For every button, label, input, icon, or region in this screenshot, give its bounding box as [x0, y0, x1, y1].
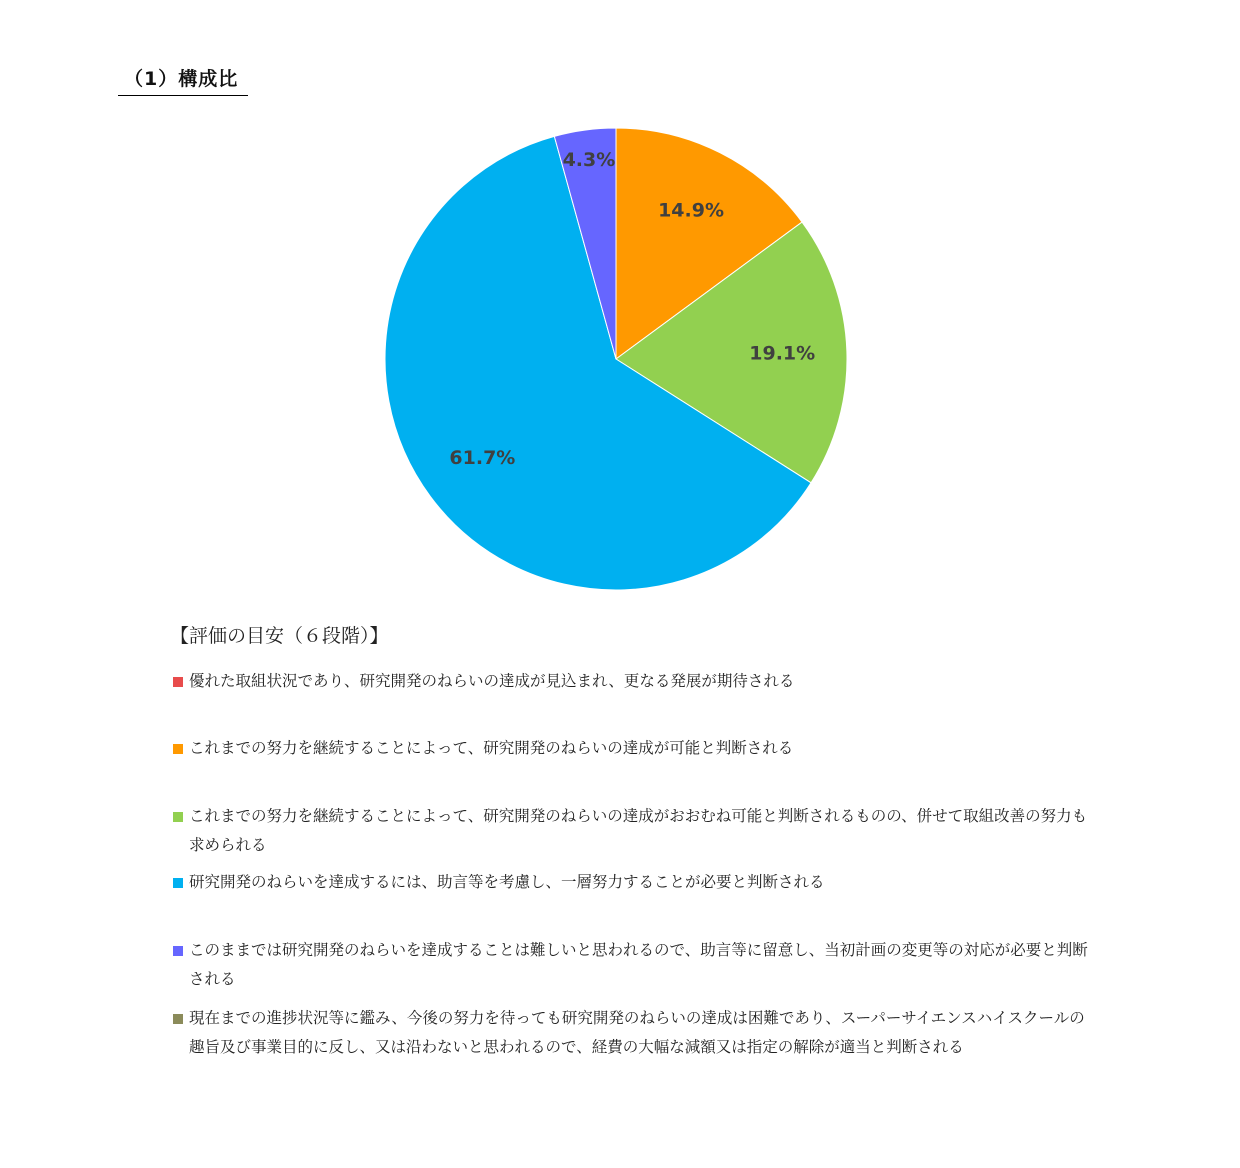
pie-data-label-2: 14.9%: [658, 199, 725, 222]
pie-data-label-3: 19.1%: [749, 342, 816, 365]
legend-text-4: 研究開発のねらいを達成するには、助言等を考慮し、一層努力することが必要と判断される: [189, 873, 825, 891]
legend-text-1: 優れた取組状況であり、研究開発のねらいの達成が見込まれ、更なる発展が期待される: [189, 672, 795, 690]
legend-swatch-3: [173, 812, 183, 822]
legend-text-2: これまでの努力を継続することによって、研究開発のねらいの達成が可能と判断される: [189, 739, 794, 757]
pie-data-label-4: 61.7%: [449, 447, 516, 470]
legend-text-6: 現在までの進捗状況等に鑑み、今後の努力を待っても研究開発のねらいの達成は困難であり、スーパーサイエンスハイスクールの趣旨及び事業目的に反し、又は沿わないと思われるので、経費の大幅な減額又は指定の解除が適当と判断される: [189, 1009, 1085, 1056]
legend-swatch-4: [173, 878, 183, 888]
legend-text-5: このままでは研究開発のねらいを達成することは難しいと思われるので、助言等に留意し、当初計画の変更等の対応が必要と判断される: [189, 941, 1088, 988]
legend-item-1: [173, 667, 1093, 696]
legend-item-4: [173, 868, 1093, 897]
section-heading: （1）構成比: [118, 64, 248, 96]
legend-text-3: これまでの努力を継続することによって、研究開発のねらいの達成がおおむね可能と判断されるものの、併せて取組改善の努力も求められる: [189, 807, 1088, 854]
legend-item-5: [173, 936, 1093, 994]
legend-item-3: [173, 802, 1093, 860]
legend-item-2: [173, 734, 1093, 763]
legend-title: 【評価の目安（６段階）】: [170, 625, 389, 647]
legend-swatch-1: [173, 677, 183, 687]
legend-swatch-2: [173, 744, 183, 754]
legend-swatch-6: [173, 1014, 183, 1024]
legend-swatch-5: [173, 946, 183, 956]
legend-item-6: [173, 1004, 1093, 1062]
pie-data-label-5: 4.3%: [562, 148, 616, 171]
